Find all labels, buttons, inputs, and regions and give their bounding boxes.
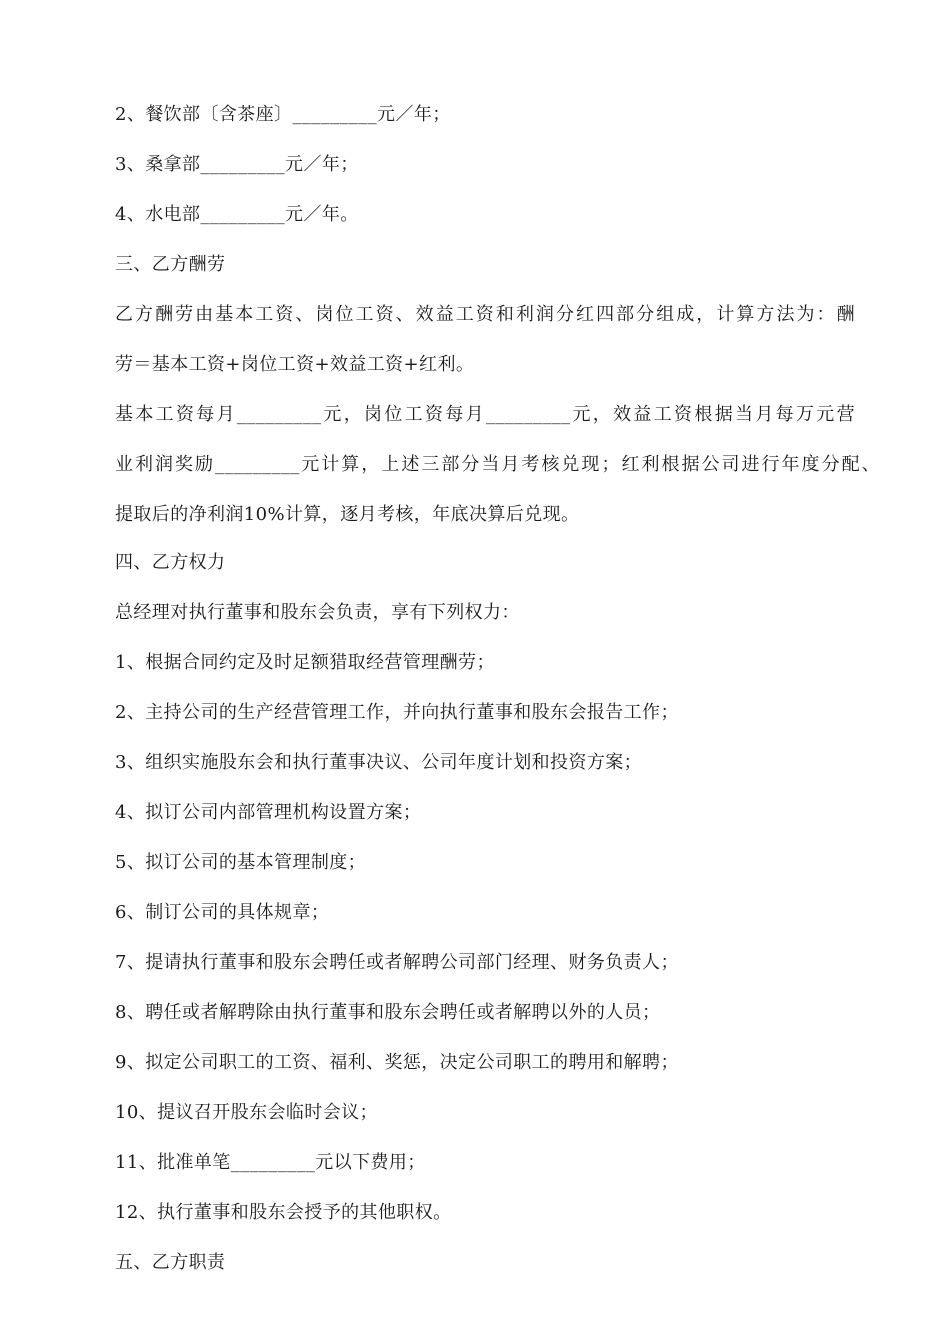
list-item: 10、提议召开股东会临时会议；	[115, 1102, 378, 1123]
paragraph-line: 提取后的净利润10%计算，逐月考核，年底决算后兑现。	[115, 504, 580, 525]
clause-utilities-fee: 4、水电部_________元／年。	[115, 204, 359, 225]
paragraph-line: 总经理对执行董事和股东会负责，享有下列权力：	[115, 602, 520, 623]
list-item: 3、组织实施股东会和执行董事决议、公司年度计划和投资方案；	[115, 752, 643, 773]
paragraph-line: 基本工资每月_________元，岗位工资每月_________元，效益工资根据当月每万元营	[115, 404, 855, 425]
list-item: 6、制订公司的具体规章；	[115, 902, 330, 923]
list-item: 8、聘任或者解聘除由执行董事和股东会聘任或者解聘以外的人员；	[115, 1002, 661, 1023]
paragraph-line: 乙方酬劳由基本工资、岗位工资、效益工资和利润分红四部分组成，计算方法为：酬	[115, 304, 855, 325]
list-item: 7、提请执行董事和股东会聘任或者解聘公司部门经理、财务负责人；	[115, 952, 679, 973]
paragraph-line: 劳＝基本工资+岗位工资+效益工资+红利。	[115, 354, 475, 375]
list-item: 1、根据合同约定及时足额猎取经营管理酬劳；	[115, 652, 495, 673]
list-item: 5、拟订公司的基本管理制度；	[115, 852, 367, 873]
paragraph-line: 业利润奖励_________元计算，上述三部分当月考核兑现；红利根据公司进行年度分配、	[115, 454, 880, 475]
list-item: 2、主持公司的生产经营管理工作，并向执行董事和股东会报告工作；	[115, 702, 679, 723]
section-heading-compensation: 三、乙方酬劳	[115, 254, 226, 275]
list-item: 12、执行董事和股东会授予的其他职权。	[115, 1202, 452, 1223]
clause-catering-fee: 2、餐饮部〔含茶座〕_________元／年；	[115, 104, 451, 125]
section-heading-duties: 五、乙方职责	[115, 1252, 226, 1273]
list-item: 9、拟定公司职工的工资、福利、奖惩，决定公司职工的聘用和解聘；	[115, 1052, 679, 1073]
list-item: 11、批准单笔_________元以下费用；	[115, 1152, 426, 1173]
list-item: 4、拟订公司内部管理机构设置方案；	[115, 802, 422, 823]
section-heading-powers: 四、乙方权力	[115, 552, 226, 573]
clause-sauna-fee: 3、桑拿部_________元／年；	[115, 154, 359, 175]
